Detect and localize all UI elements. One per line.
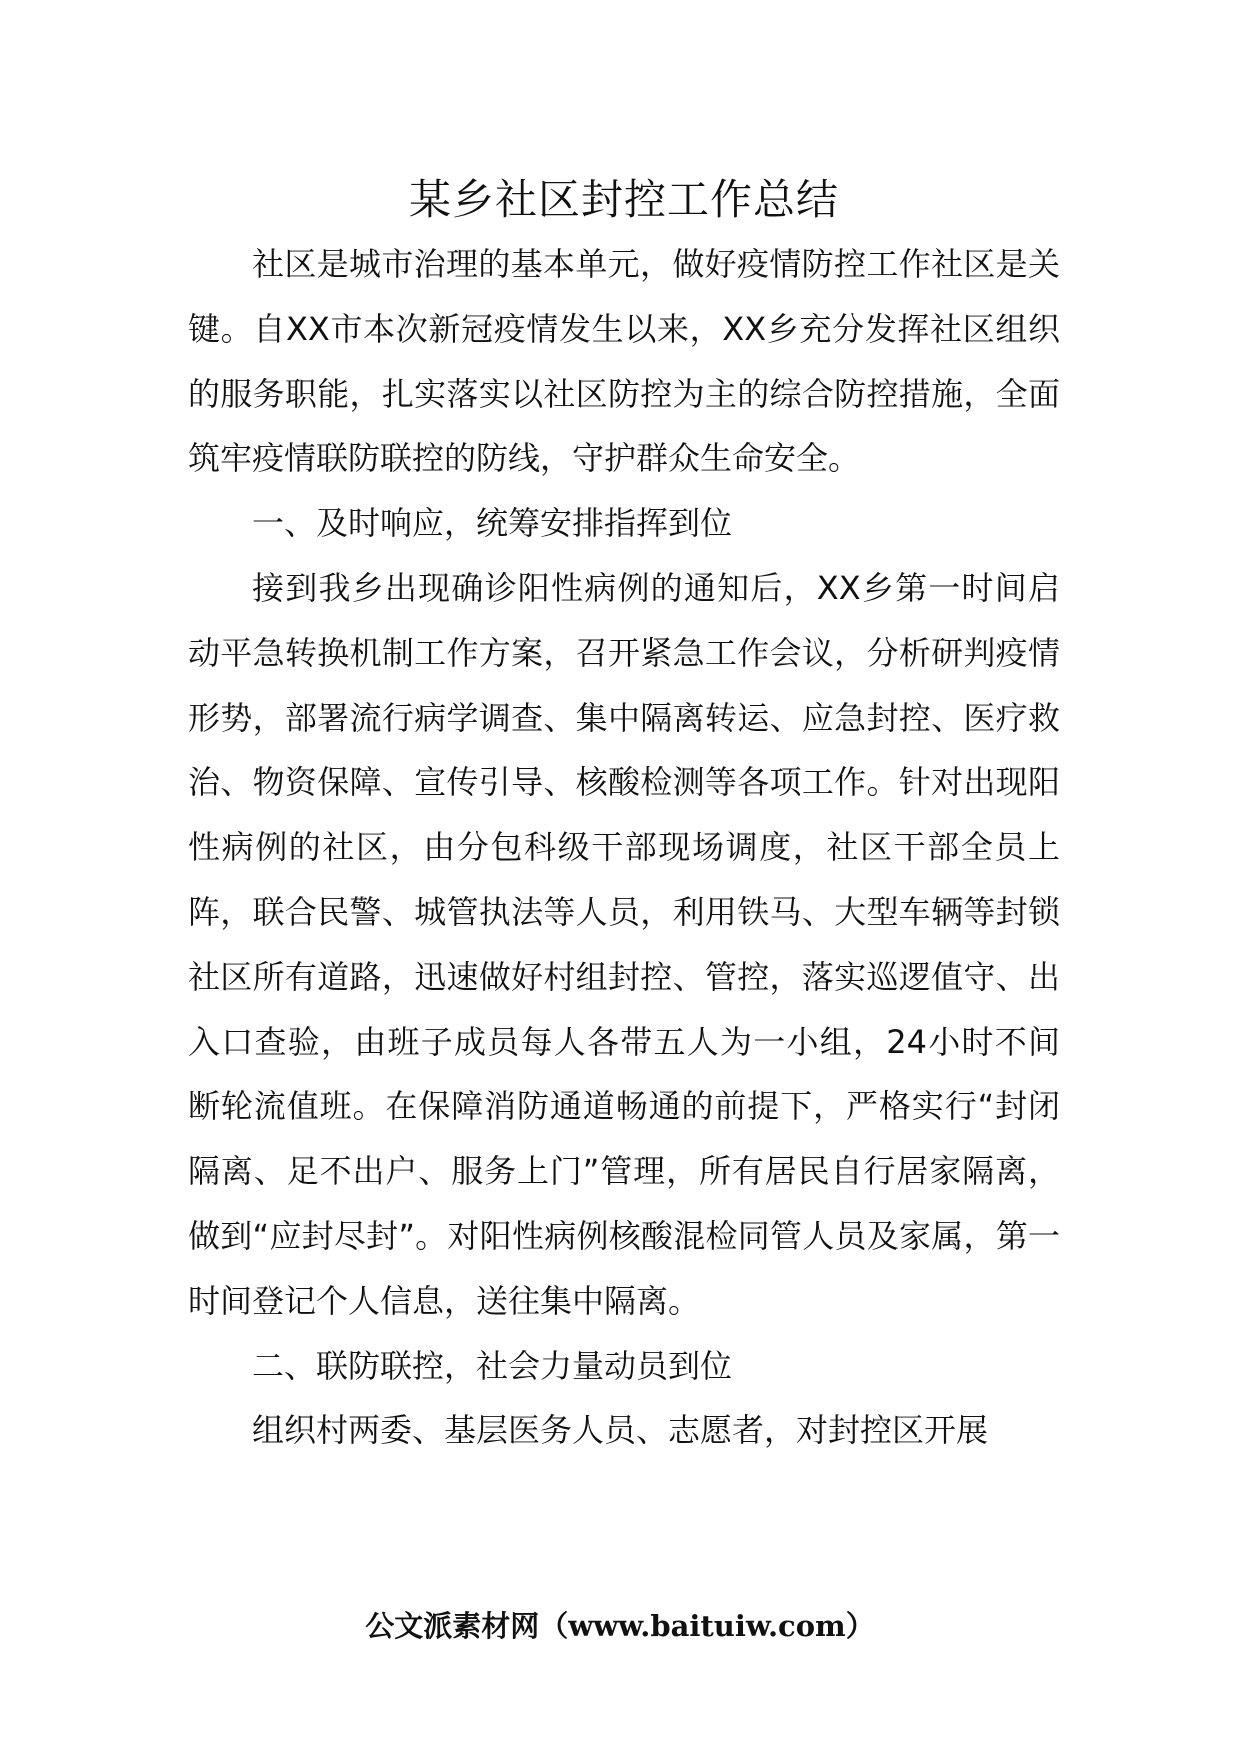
footer-watermark: 公文派素材网（www.baituiw.com） xyxy=(365,1609,875,1643)
document-body xyxy=(188,168,1060,1463)
intro-paragraph: 社区是城市治理的基本单元，做好疫情防控工作社区是关键。自XX市本次新冠疫情发生以来，XX乡充分发挥社区组织的服务职能，扎实落实以社区防控为主的综合防控措施，全面筑牢疫情联防联控的防线，守护群众生命安全。 xyxy=(188,245,1060,478)
section-2-paragraph: 组织村两委、基层医务人员、志愿者，对封控区开展 xyxy=(252,1411,989,1450)
section-2-heading: 二、联防联控，社会力量动员到位 xyxy=(252,1346,733,1385)
section-1-paragraph: 接到我乡出现确诊阳性病例的通知后，XX乡第一时间启动平急转换机制工作方案，召开紧急工作会议，分析研判疫情形势，部署流行病学调查、集中隔离转运、应急封控、医疗救治、物资保障、宣传引导、核酸检测等各项工作。针对出现阳性病例的社区，由分包科级干部现场调度，社区干部全员上阵，联合民警、城管执法等人员，利用铁马、大型车辆等封锁社区所有道路，迅速做好村组封控、管控，落实巡逻值守、出入口查验，由班子成员每人各带五人为一小组，24小时不间断轮流值班。在保障消防通道畅通的前提下，严格实行“封闭隔离、足不出户、服务上门”管理，所有居民自行居家隔离，做到“应封尽封”。对阳性病例核酸混检同管人员及家属，第一时间登记个人信息，送往集中隔离。 xyxy=(188,568,1060,1320)
document-title: 某乡社区封控工作总结 xyxy=(408,175,839,224)
section-1-heading: 一、及时响应，统筹安排指挥到位 xyxy=(252,504,733,543)
